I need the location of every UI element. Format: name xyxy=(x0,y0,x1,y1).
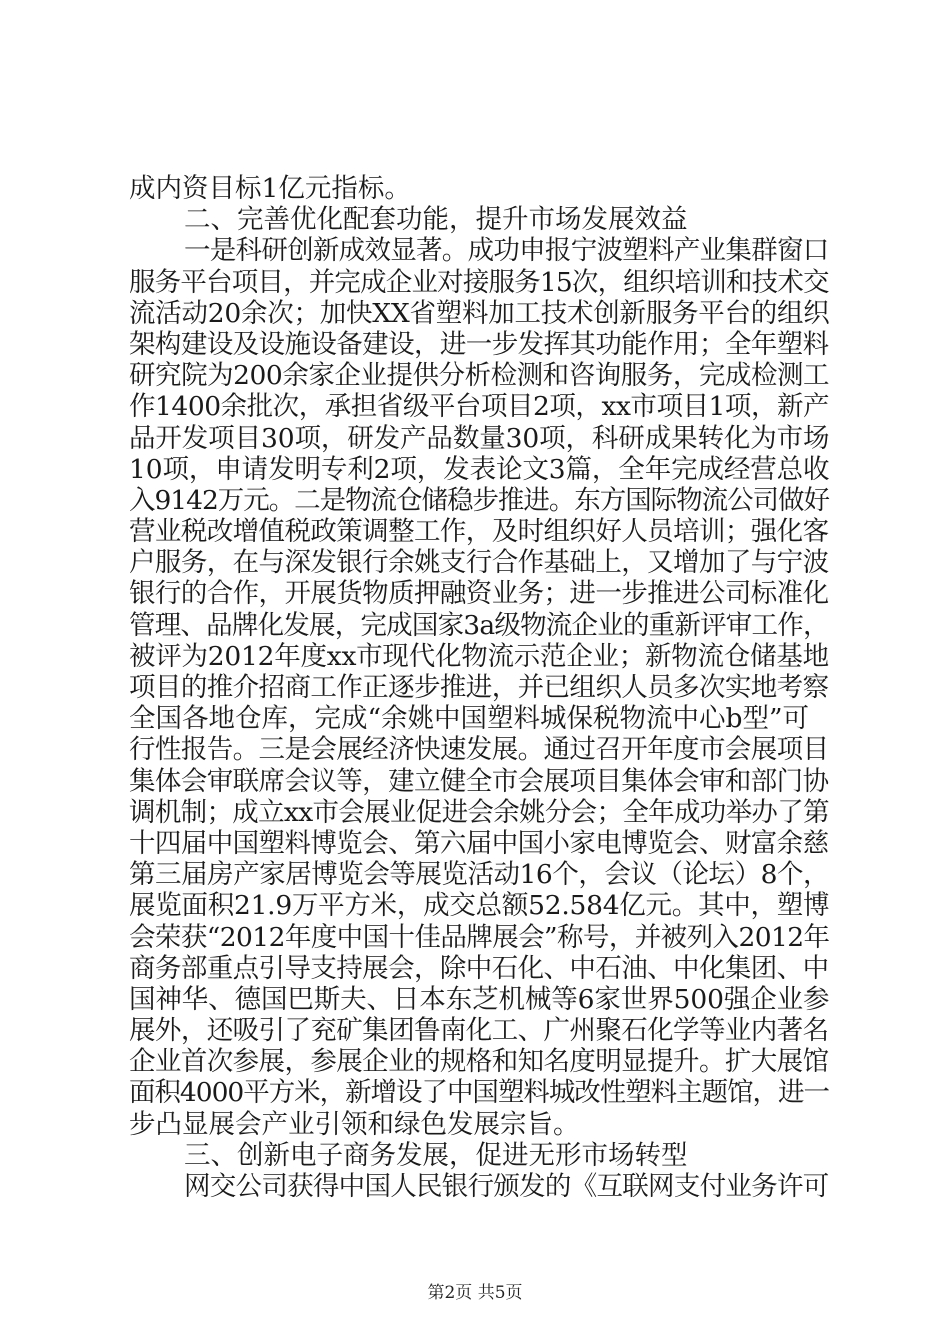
text-line: 流活动20余次；加快XX省塑料加工技术创新服务平台的组织 xyxy=(129,297,830,329)
text-line: 二、完善优化配套功能，提升市场发展效益 xyxy=(184,204,688,236)
text-line: 作1400余批次，承担省级平台项目2项，xx市项目1项，新产 xyxy=(129,391,830,423)
text-line: 步凸显展会产业引领和绿色发展宗旨。 xyxy=(129,1108,580,1140)
text-line: 全国各地仓库，完成“余姚中国塑料城保税物流中心b型”可 xyxy=(129,703,810,735)
text-line: 被评为2012年度xx市现代化物流示范企业；新物流仓储基地 xyxy=(129,640,829,672)
text-line: 入9142万元。二是物流仓储稳步推进。东方国际物流公司做好 xyxy=(129,484,829,516)
text-line: 服务平台项目，并完成企业对接服务15次，组织培训和技术交 xyxy=(129,266,829,298)
page-footer: 第2页 共5页 xyxy=(427,1283,523,1303)
text-line: 管理、品牌化发展，完成国家3a级物流企业的重新评审工作， xyxy=(129,609,829,641)
text-line: 网交公司获得中国人民银行颁发的《互联网支付业务许可 xyxy=(184,1171,829,1202)
text-line: 三、创新电子商务发展，促进无形市场转型 xyxy=(184,1139,688,1171)
text-line: 展览面积21.9万平方米，成交总额52.584亿元。其中，塑博 xyxy=(129,890,830,922)
text-line: 企业首次参展，参展企业的规格和知名度明显提升。扩大展馆 xyxy=(129,1046,829,1078)
text-line: 架构建设及设施设备建设，进一步发挥其功能作用；全年塑料 xyxy=(129,328,829,360)
text-line: 集体会审联席会议等，建立健全市会展项目集体会审和部门协 xyxy=(129,765,829,797)
text-line: 研究院为200余家企业提供分析检测和咨询服务，完成检测工 xyxy=(129,360,830,392)
text-line: 十四届中国塑料博览会、第六届中国小家电博览会、财富余慈 xyxy=(129,827,829,859)
text-line: 营业税改增值税政策调整工作，及时组织好人员培训；强化客 xyxy=(129,516,829,548)
text-line: 调机制；成立xx市会展业促进会余姚分会；全年成功举办了第 xyxy=(129,796,829,828)
text-line: 商务部重点引导支持展会，除中石化、中石油、中化集团、中 xyxy=(129,952,829,984)
text-line: 项目的推介招商工作正逐步推进，并已组织人员多次实地考察 xyxy=(129,672,829,703)
document-body xyxy=(129,173,829,1202)
text-line: 国神华、德国巴斯夫、日本东芝机械等6家世界500强企业参 xyxy=(129,983,830,1015)
text-line: 行性报告。三是会展经济快速发展。通过召开年度市会展项目 xyxy=(129,734,829,766)
text-line: 展外，还吸引了兖矿集团鲁南化工、广州聚石化学等业内著名 xyxy=(129,1015,829,1047)
text-line: 面积4000平方米，新增设了中国塑料城改性塑料主题馆，进一 xyxy=(129,1077,829,1109)
text-line: 品开发项目30项，研发产品数量30项，科研成果转化为市场 xyxy=(129,422,830,454)
text-line: 户服务，在与深发银行余姚支行合作基础上，又增加了与宁波 xyxy=(129,547,829,579)
text-line: 10项，申请发明专利2项，发表论文3篇，全年完成经营总收 xyxy=(129,453,830,485)
text-line: 银行的合作，开展货物质押融资业务；进一步推进公司标准化 xyxy=(129,578,829,610)
text-line: 成内资目标1亿元指标。 xyxy=(129,173,411,204)
text-line: 会荣获“2012年度中国十佳品牌展会”称号，并被列入2012年 xyxy=(129,921,830,953)
text-line: 一是科研创新成效显著。成功申报宁波塑料产业集群窗口 xyxy=(184,235,829,267)
text-line: 第三届房产家居博览会等展览活动16个，会议（论坛）8个， xyxy=(129,859,830,891)
